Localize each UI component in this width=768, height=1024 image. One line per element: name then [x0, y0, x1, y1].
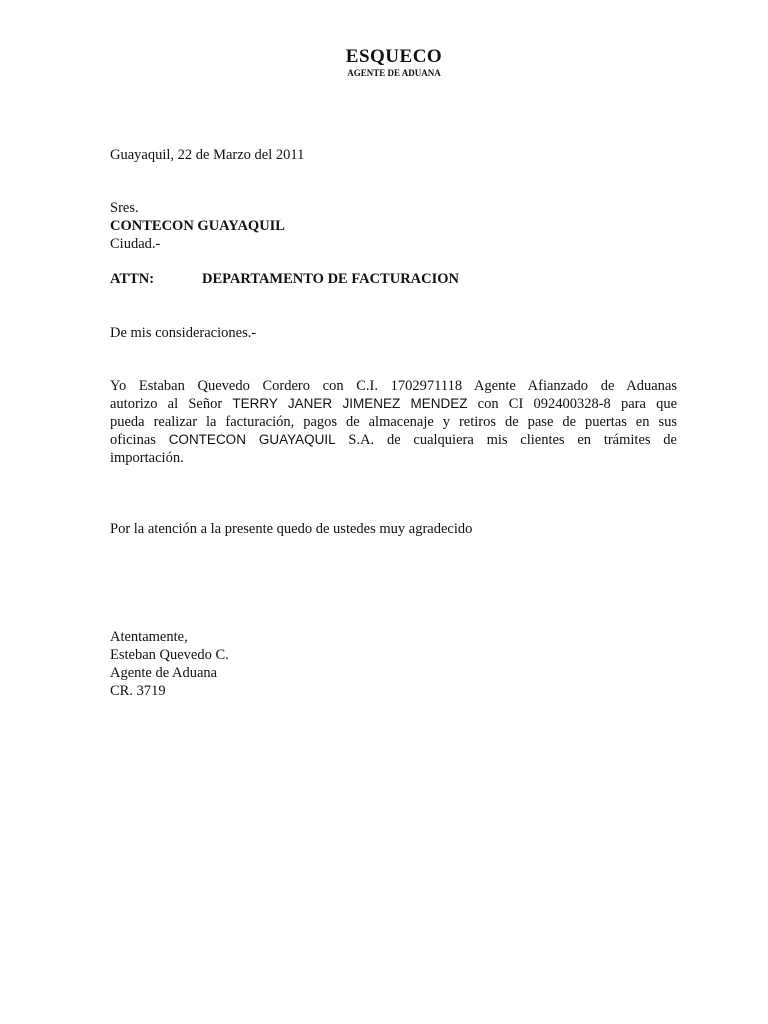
recipient-salutation: Sres.: [110, 200, 139, 216]
body-line-3: [110, 413, 677, 431]
attn-department: DEPARTAMENTO DE FACTURACION: [202, 271, 460, 287]
recipient-city: Ciudad.-: [110, 236, 161, 252]
body-company-name: CONTECON GUAYAQUIL: [168, 432, 336, 447]
letterhead: [0, 46, 768, 79]
body-line-4-end: S.A. de cualquiera mis clientes en trámites de: [335, 432, 677, 448]
signer-name: Esteban Quevedo C.: [110, 647, 229, 663]
body-line-2-end: con CI 092400328-8 para que: [477, 396, 678, 412]
recipient-company: CONTECON GUAYAQUIL: [110, 218, 285, 234]
closing-line: Por la atención a la presente quedo de ustedes muy agradecido: [110, 521, 473, 537]
body-line-2: [110, 395, 677, 413]
signer-registration: CR. 3719: [110, 683, 166, 699]
body-line-4-start: oficinas: [110, 432, 169, 448]
authorized-person-name: TERRY JANER JIMENEZ MENDEZ: [232, 396, 468, 411]
date-line: Guayaquil, 22 de Marzo del 2011: [110, 147, 305, 163]
body-line-1: [110, 377, 677, 395]
body-line-3-text: pueda realizar la facturación, pagos de almacenaje y retiros de pase de puertas en sus: [110, 414, 677, 430]
company-subtitle: AGENTE DE ADUANA: [347, 68, 441, 78]
body-paragraph: [110, 377, 677, 467]
greeting: De mis consideraciones.-: [110, 325, 257, 341]
signer-role: Agente de Aduana: [110, 665, 218, 681]
attn-label: ATTN:: [110, 271, 155, 287]
body-line-5-text: importación.: [110, 450, 184, 466]
company-name: ESQUECO: [345, 46, 443, 67]
body-line-2-start: autorizo al Señor: [110, 396, 223, 412]
body-line-1-text: Yo Estaban Quevedo Cordero con C.I. 1702971118 Agente Afianzado de Aduanas: [110, 378, 677, 394]
valediction: Atentamente,: [110, 629, 188, 645]
body-line-4: [110, 431, 677, 449]
body-line-5: [110, 449, 677, 467]
